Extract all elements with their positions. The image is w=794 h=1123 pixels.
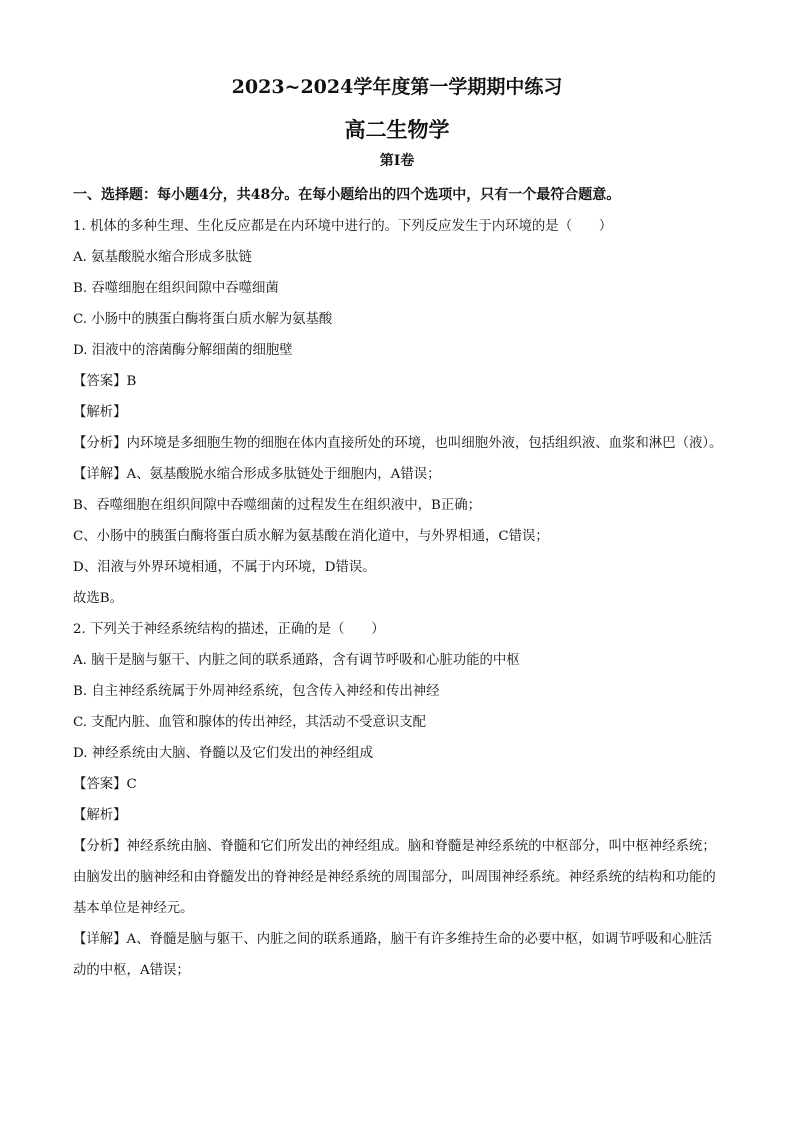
q1-answer: 【答案】B	[73, 374, 137, 389]
q2-option-b: B. 自主神经系统属于外周神经系统，包含传入神经和传出神经	[73, 684, 440, 699]
exam-title: 2023~2024学年度第一学期期中练习	[231, 76, 563, 98]
q1-option-b: B. 吞噬细胞在组织间隙中吞噬细菌	[73, 281, 279, 296]
q1-detail-d: D、泪液与外界环境相通，不属于内环境，D错误。	[73, 560, 376, 575]
q1-option-a: A. 氨基酸脱水缩合形成多肽链	[73, 250, 252, 265]
q1-fenxi: 【分析】内环境是多细胞生物的细胞在体内直接所处的环境，也叫细胞外液，包括组织液、血浆和淋巴（液）。	[73, 436, 723, 451]
subject-title: 高二生物学	[344, 117, 450, 142]
q2-option-d: D. 神经系统由大脑、脊髓以及它们发出的神经组成	[73, 746, 373, 761]
q1-detail-c: C、小肠中的胰蛋白酶将蛋白质水解为氨基酸在消化道中，与外界相通，C错误；	[73, 529, 549, 544]
q1-detail-b: B、吞噬细胞在组织间隙中吞噬细菌的过程发生在组织液中，B正确；	[73, 498, 482, 513]
q2-fenxi: 【分析】神经系统由脑、脊髓和它们所发出的神经组成。脑和脊髓是神经系统的中枢部分，叫中枢神经系统；由脑发出的脑神经和由脊髓发出的脊神经是神经系统的周围部分，叫周围神经系统。神经系统的结构和功能的基本单位是神经元。	[73, 839, 716, 916]
volume-label: 第Ⅰ卷	[379, 153, 415, 169]
question-2-stem: 2. 下列关于神经系统结构的描述，正确的是（ ）	[73, 622, 385, 637]
q1-analysis-label: 【解析】	[73, 405, 127, 420]
content	[73, 180, 723, 986]
q1-detail-a: 【详解】A、氨基酸脱水缩合形成多肽链处于细胞内，A错误；	[73, 467, 441, 482]
q2-detail: 【详解】A、脊髓是脑与躯干、内脏之间的联系通路，脑干有许多维持生命的必要中枢，如调节呼吸和心脏活动的中枢，A错误；	[73, 932, 713, 978]
question-1-stem: 1. 机体的多种生理、生化反应都是在内环境中进行的。下列反应发生于内环境的是（ ）	[73, 219, 613, 234]
section-heading: 一、选择题：每小题4分，共48分。在每小题给出的四个选项中，只有一个最符合题意。	[73, 187, 621, 203]
q1-option-c: C. 小肠中的胰蛋白酶将蛋白质水解为氨基酸	[73, 312, 333, 327]
q1-option-d: D. 泪液中的溶菌酶分解细菌的细胞壁	[73, 343, 293, 358]
q2-option-c: C. 支配内脏、血管和腺体的传出神经，其活动不受意识支配	[73, 715, 427, 730]
q2-option-a: A. 脑干是脑与躯干、内脏之间的联系通路，含有调节呼吸和心脏功能的中枢	[73, 653, 520, 668]
q1-conclusion: 故选B。	[73, 591, 124, 606]
q2-answer: 【答案】C	[73, 777, 137, 792]
q2-analysis-label: 【解析】	[73, 808, 127, 823]
